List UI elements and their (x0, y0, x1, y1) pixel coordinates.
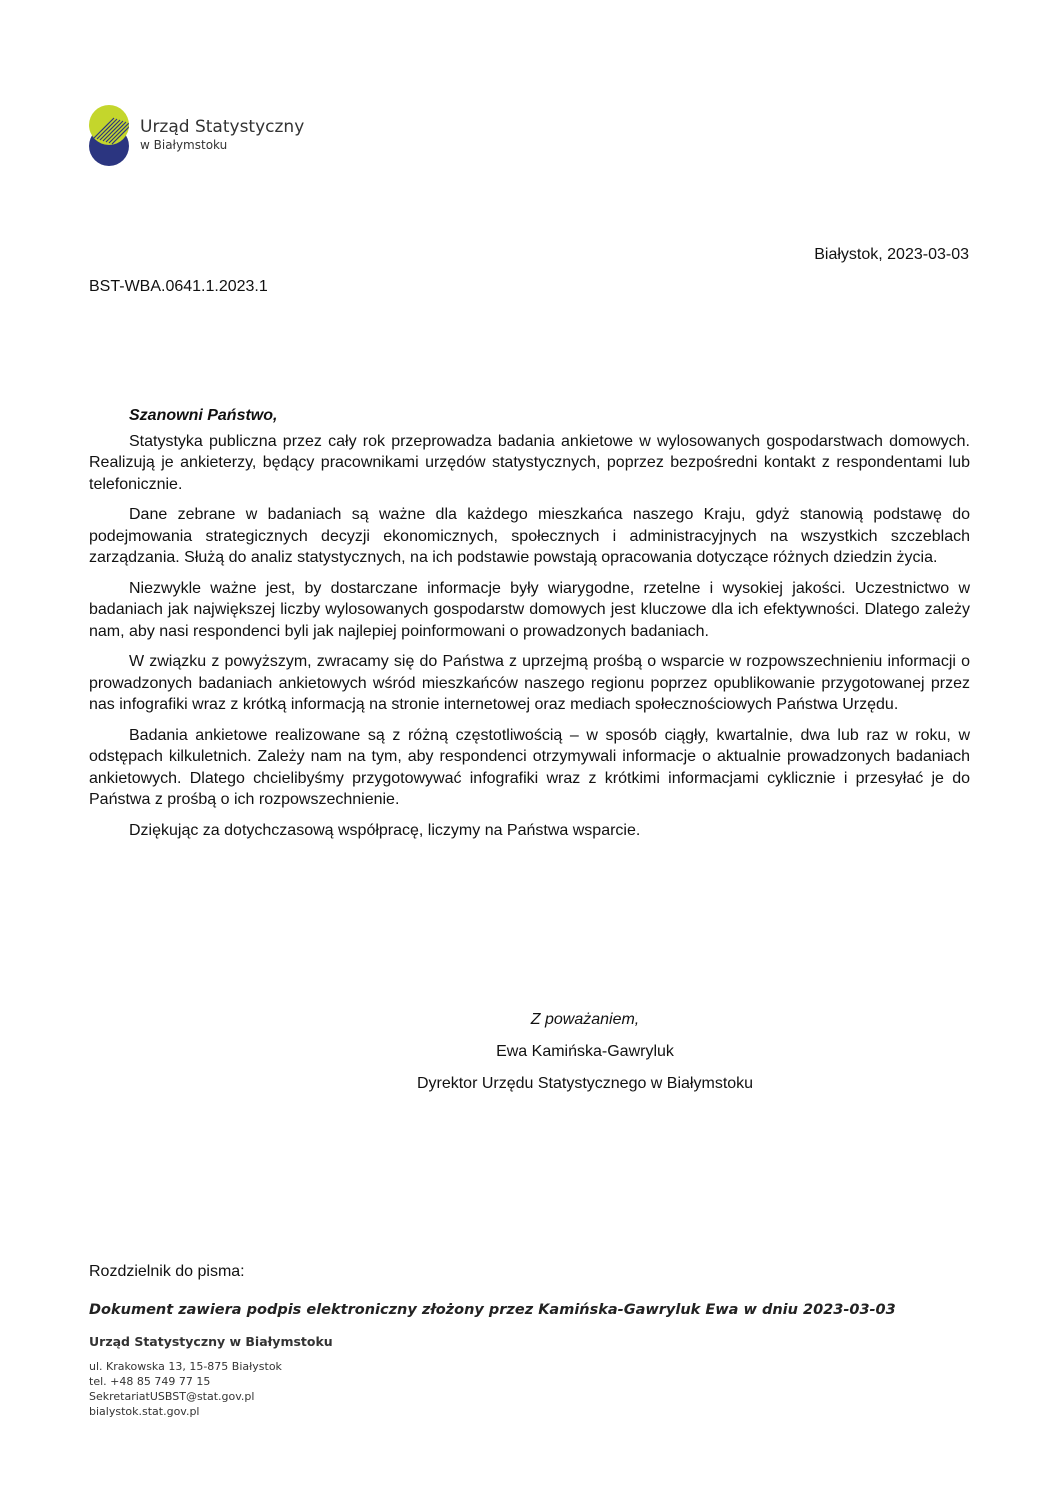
logo (88, 104, 328, 168)
paragraph: Badania ankietowe realizowane są z różną częstotliwością – w sposób ciągły, kwartalnie, dwa lub raz w roku, w odstępach kilkuletnich. Zależy nam na tym, aby respondenci otrzymywali informacje o aktualnie prowadzonych badaniach ankietowych. Dlatego chcielibyśmy przygotowywać infografiki wraz z krótkimi informacjami cyklicznie i przesyłać je do Państwa z prośbą o ich rozpowszechnienie. (89, 726, 970, 808)
closing-regards: Z poważaniem, (530, 1011, 640, 1028)
paragraph: W związku z powyższym, zwracamy się do Państwa z uprzejmą prośbą o wsparcie w rozpowszechnieniu informacji o prowadzonych badaniach ankietowych wśród mieszkańców naszego regionu poprzez opublikowanie przygotowanej przez nas infografiki wraz z krótką informacją na stronie internetowej oraz mediach społecznościowych Państwa Urzędu. (89, 653, 970, 713)
letter-body (89, 405, 970, 850)
footer-email[interactable]: SekretariatUSBST@stat.gov.pl (89, 1390, 255, 1403)
paragraph: Dziękując za dotychczasową współpracę, liczymy na Państwa wsparcie. (129, 821, 641, 839)
footer (89, 1334, 333, 1419)
electronic-signature-note: Dokument zawiera podpis elektroniczny złożony przez Kamińska-Gawryluk Ewa w dniu 2023-03-03 (89, 1302, 896, 1318)
logo-circles-icon (88, 104, 134, 168)
signatory-title: Dyrektor Urzędu Statystycznego w Białymstoku (416, 1075, 754, 1092)
footer-website[interactable]: bialystok.stat.gov.pl (89, 1405, 200, 1418)
paragraph: Statystyka publiczna przez cały rok przeprowadza badania ankietowe w wylosowanych gospodarstwach domowych. Realizują je ankieterzy, będący pracownikami urzędów statystycznych, poprzez bezpośredni kontakt z respondentami lub telefonicznie. (89, 432, 970, 493)
reference-number: BST-WBA.0641.1.2023.1 (89, 278, 268, 295)
footer-address: ul. Krakowska 13, 15-875 Białystok (89, 1360, 282, 1373)
closing-block (400, 1004, 770, 1100)
salutation: Szanowni Państwo, (129, 407, 278, 424)
footer-phone: tel. +48 85 749 77 15 (89, 1375, 211, 1388)
footer-organization: Urząd Statystyczny w Białymstoku (89, 1334, 333, 1349)
signatory-name: Ewa Kamińska-Gawryluk (496, 1043, 674, 1060)
logo-name: Urząd Statystyczny (140, 117, 305, 137)
place-date: Białystok, 2023-03-03 (814, 246, 969, 263)
paragraph: Dane zebrane w badaniach są ważne dla każdego mieszkańca naszego Kraju, gdyż stanowią podstawę do podejmowania strategicznych decyzji ekonomicznych, społecznych i administracyjnych na wszystkich szczeblach zarządzania. Służą do analiz statystycznych, na ich podstawie powstają opracowania dotyczące różnych dziedzin życia. (89, 506, 970, 566)
distribution-label: Rozdzielnik do pisma: (89, 1263, 245, 1280)
paragraph: Niezwykle ważne jest, by dostarczane informacje były wiarygodne, rzetelne i wysokiej jakości. Uczestnictwo w badaniach jak największej liczby wylosowanych gospodarstw domowych jest kluczowe dla ich efektywności. Dlatego zależy nam, aby nasi respondenci byli jak najlepiej poinformowani o prowadzonych badaniach. (89, 579, 970, 640)
logo-city: w Białymstoku (140, 138, 228, 152)
